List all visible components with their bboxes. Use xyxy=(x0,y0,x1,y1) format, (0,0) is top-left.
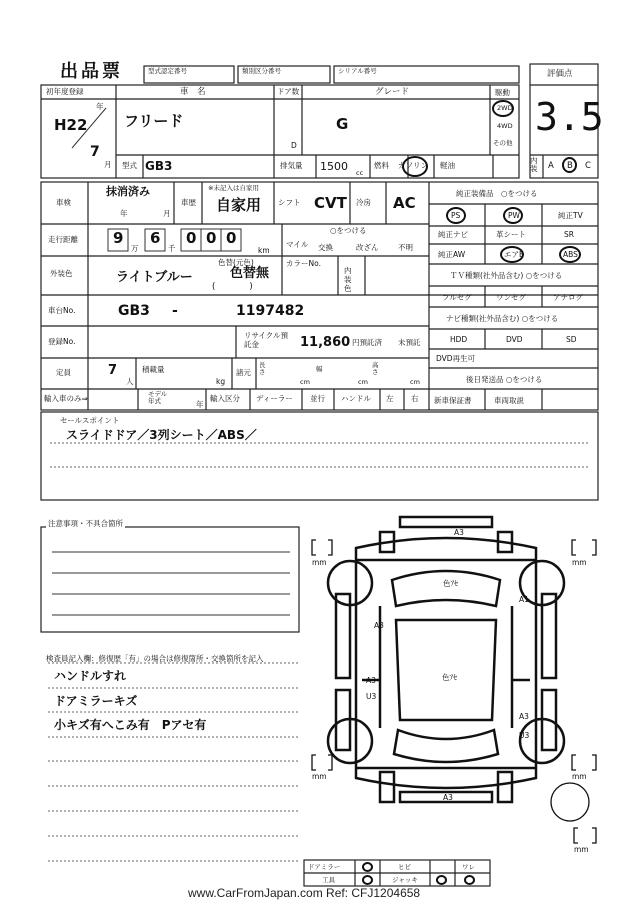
equip-ps: PS xyxy=(451,211,461,220)
mm-spare: mm xyxy=(574,845,589,854)
dim-width: 幅 xyxy=(316,365,323,373)
capacity-label: 定員 xyxy=(56,368,71,377)
recycle-unit: 円預託済 xyxy=(352,338,382,347)
mileage-digit-2: 6 xyxy=(150,229,161,247)
legend-ware-check xyxy=(464,875,475,885)
mark-front-bumper: A3 xyxy=(454,528,464,537)
drive-2wd: 2WD xyxy=(497,104,513,112)
later-warranty: 新車保証書 xyxy=(434,396,472,405)
class-no-label: 類別区分番号 xyxy=(242,67,281,75)
note-line-2: ドアミラーキズ xyxy=(54,694,138,708)
equip-leather: 革シート xyxy=(496,230,526,239)
footer-watermark: www.CarFromJapan.com Ref: CFJ1204658 xyxy=(188,886,421,900)
interior-b-circle xyxy=(562,157,577,173)
legend-tools-check xyxy=(362,875,373,885)
equip-airbag-circle xyxy=(500,246,524,263)
mileage-digit-4: 0 xyxy=(206,229,217,247)
handle-right: 右 xyxy=(411,394,419,403)
grade-value: G xyxy=(336,115,349,133)
equip-abs-circle xyxy=(559,246,581,263)
mileage-km: km xyxy=(258,246,270,255)
import-label: 輸入車のみ⇒ xyxy=(44,394,88,403)
equip-airbag: エアB xyxy=(504,250,525,259)
mileage-circle-note: ○をつける xyxy=(330,226,367,235)
mm-front-left: mm xyxy=(312,558,327,567)
equip-tv: 純正TV xyxy=(558,211,583,220)
first-reg-month: 7 xyxy=(90,144,100,160)
legend-crack: ヒビ xyxy=(398,863,411,871)
mark-right-rear: A3 xyxy=(519,712,529,721)
ac-label: 冷房 xyxy=(356,198,371,207)
drive-other: その他 xyxy=(493,139,513,147)
score-value: 3.5 xyxy=(535,95,604,139)
chassis-dash: - xyxy=(172,303,178,319)
dim-width-cm: cm xyxy=(358,378,368,386)
recycle-label: リサイクル預託金 xyxy=(244,331,288,349)
capacity-unit: 人 xyxy=(126,377,134,386)
mileage-label: 走行距離 xyxy=(48,235,78,244)
chassis-prefix: GB3 xyxy=(118,303,150,319)
navi-dvd: DVD xyxy=(506,335,523,344)
cert-no-label: 型式認定番号 xyxy=(148,67,187,75)
dealer-option: ディーラー xyxy=(256,394,293,403)
later-title: 後日発送品 ○をつける xyxy=(466,375,543,384)
import-type-label: 輸入区分 xyxy=(210,394,240,403)
interior-c: C xyxy=(585,161,591,171)
dvd-play: DVD再生可 xyxy=(436,354,476,363)
navi-hdd: HDD xyxy=(450,335,468,344)
car-diagram xyxy=(328,517,564,802)
mm-rear-left: mm xyxy=(312,772,327,781)
interior-a: A xyxy=(548,161,554,171)
color-value: ライトブルー xyxy=(116,270,193,285)
displacement-label: 排気量 xyxy=(280,161,303,170)
serial-label: シリアル番号 xyxy=(338,67,377,75)
handle-label: ハンドル xyxy=(341,394,371,403)
legend-jack-check xyxy=(436,875,447,885)
light-oil-label: 軽油 xyxy=(440,161,455,170)
chassis-label: 車台No. xyxy=(48,306,76,315)
fuel-circle xyxy=(402,156,428,177)
recycle-value: 11,860 xyxy=(300,335,351,350)
dim-length-cm: cm xyxy=(300,378,310,386)
mark-hood: 色ｱｾ xyxy=(443,579,458,588)
load-kg: kg xyxy=(216,377,226,386)
reg-label: 登録No. xyxy=(48,337,76,346)
mileage-digit-3: 0 xyxy=(186,229,197,247)
car-name-label: 車 名 xyxy=(180,87,206,97)
model-year-year: 年 xyxy=(196,400,204,409)
mileage-digit-1: 9 xyxy=(113,229,124,247)
repaint-label: 色替(元色) xyxy=(218,258,254,267)
usage-note: ※未記入は自家用 xyxy=(208,184,259,192)
inspection-value: 抹消済み xyxy=(106,185,150,198)
mark-rear-bumper: A3 xyxy=(443,793,453,802)
equip-aw: 純正AW xyxy=(438,250,466,259)
mark-left-rear-u: U3 xyxy=(366,692,377,701)
capacity-value: 7 xyxy=(108,363,118,378)
model-label: 型式 xyxy=(122,161,137,170)
page-title: 出品票 xyxy=(60,61,123,82)
handle-left: 左 xyxy=(386,394,394,403)
mm-front-right: mm xyxy=(572,558,587,567)
dim-length: 長さ xyxy=(259,361,266,376)
later-manual: 車両取説 xyxy=(494,396,524,405)
drive-2wd-circle xyxy=(492,100,514,117)
color-label: 外装色 xyxy=(50,269,73,278)
interior-color-label: 内装色 xyxy=(344,266,352,293)
sales-text: スライドドア／3列シート／ABS／ xyxy=(66,428,257,442)
inspection-year: 年 xyxy=(120,209,128,218)
tv-analog: アナログ xyxy=(553,293,583,302)
ac-value: AC xyxy=(393,194,416,212)
sales-label: セールスポイント xyxy=(60,416,120,425)
note-line-1: ハンドルすれ xyxy=(54,669,127,683)
usage-value: 自家用 xyxy=(216,196,262,214)
grade-label: グレード xyxy=(375,87,410,97)
mark-right-rear-u: U3 xyxy=(519,731,530,740)
opt-unknown: 不明 xyxy=(398,243,413,252)
interior-label: 内装 xyxy=(530,156,538,174)
drive-4wd: 4WD xyxy=(497,122,513,130)
meter-label: マイル xyxy=(286,240,309,249)
legend-jack: ジャッキ xyxy=(392,876,418,884)
equip-sr: SR xyxy=(564,230,574,239)
notes-title: 注意事項・不具合箇所 xyxy=(48,519,123,528)
dims-label: 諸元 xyxy=(236,368,251,377)
doors-suffix: D xyxy=(291,141,297,150)
inspection-month: 月 xyxy=(163,209,171,218)
mm-rear-right: mm xyxy=(572,772,587,781)
legend-ware: ワレ xyxy=(462,863,475,871)
mark-left-rear: A3 xyxy=(366,676,376,685)
shift-label: シフト xyxy=(278,198,301,207)
equip-ps-circle xyxy=(446,207,466,224)
repaint-paren: ( ) xyxy=(212,282,253,292)
equip-pw-circle xyxy=(503,207,523,224)
shift-value: CVT xyxy=(314,194,347,212)
model-value: GB3 xyxy=(145,159,173,173)
opt-tampered: 改ざん xyxy=(356,243,379,252)
model-year-label: モデル年式 xyxy=(148,390,168,406)
dim-height: 高さ xyxy=(372,361,379,376)
month-mark: 月 xyxy=(104,160,112,169)
mileage-man: 万 xyxy=(131,244,139,253)
mark-roof: 色ｱｾ xyxy=(442,673,457,682)
first-reg-year: H22 xyxy=(54,116,88,134)
chassis-number: 1197482 xyxy=(236,303,305,319)
opt-replace: 交換 xyxy=(318,243,333,252)
displacement-unit: cc xyxy=(356,169,364,177)
load-label: 積載量 xyxy=(142,365,165,374)
parallel-option: 並行 xyxy=(310,394,325,403)
interior-b: B xyxy=(567,161,573,171)
tv-fullseg: フルセグ xyxy=(442,293,472,302)
car-name: フリード xyxy=(124,112,184,130)
navi-sd: SD xyxy=(566,335,577,344)
note-line-3: 小キズ有へこみ有 Pアセ有 xyxy=(54,718,207,732)
equip-abs: ABS xyxy=(563,250,578,259)
score-label: 評価点 xyxy=(547,69,573,79)
recycle-no: 未預託 xyxy=(398,338,421,347)
dim-height-cm: cm xyxy=(410,378,420,386)
mileage-sen: 千 xyxy=(168,244,176,253)
repaint-value: 色替無 xyxy=(230,266,270,281)
fuel-value: ガソリン xyxy=(398,161,428,170)
legend-door-mirror-check xyxy=(362,862,373,872)
legend-tools: 工具 xyxy=(322,876,335,884)
mark-front-fender: A1 xyxy=(519,595,529,604)
displacement-value: 1500 xyxy=(320,160,348,173)
first-reg-label: 初年度登録 xyxy=(46,87,84,96)
tv-type-title: ＴＶ種類(社外品含む) ○をつける xyxy=(450,271,563,280)
drive-label: 駆動 xyxy=(495,88,510,97)
navi-type-title: ナビ種類(社外品含む) ○をつける xyxy=(446,314,559,323)
doors-label: ドア数 xyxy=(277,87,300,96)
equip-pw: PW xyxy=(508,211,520,220)
usage-label: 車歴 xyxy=(181,198,196,207)
equip-navi: 純正ナビ xyxy=(438,230,468,239)
equipment-title: 純正装備品 ○をつける xyxy=(456,189,538,198)
mileage-digit-5: 0 xyxy=(226,229,237,247)
legend-door-mirror: ドアミラー xyxy=(308,863,341,871)
color-no-label: カラーNo. xyxy=(286,259,321,268)
fuel-label: 燃料 xyxy=(374,161,389,170)
inspection-label: 車検 xyxy=(56,198,71,207)
tv-oneseg: ワンセグ xyxy=(496,293,526,302)
year-mark: 年 xyxy=(96,102,104,111)
mark-left-door: A3 xyxy=(374,621,384,630)
inspector-title: 検査員記入欄：修復歴「有」の場合は修復箇所・交換箇所を記入 xyxy=(46,654,264,663)
